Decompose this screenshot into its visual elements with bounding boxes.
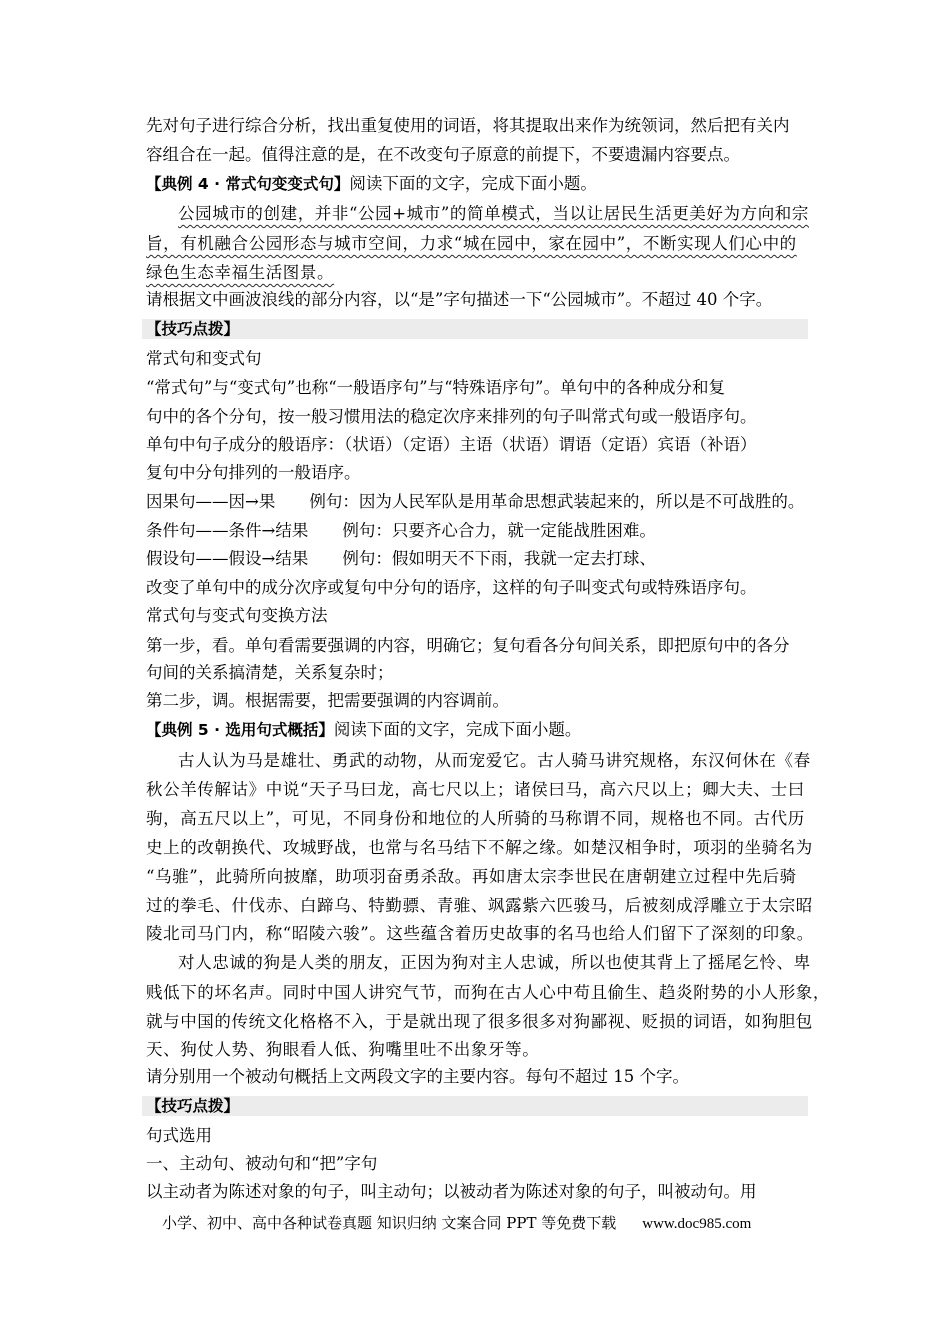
sentence-type: 假设句——假设→结果 xyxy=(146,549,309,568)
footer-text: 小学、初中、高中各种试卷真题 知识归纳 文案合同 PPT 等免费下载 xyxy=(162,1214,617,1232)
sentence-example: 例句：假如明天不下雨，我就一定去打球、 xyxy=(342,549,656,568)
example-4-heading: 【典例 4 · 常式句变变式句】 xyxy=(146,175,350,193)
sentence-type: 条件句——条件→结果 xyxy=(146,521,309,540)
passage-line: “乌骓”，此骑所向披靡，助项羽奋勇杀敌。再如唐太宗李世民在唐朝建立过程中先后骑 xyxy=(146,867,797,886)
example-5-intro: 阅读下面的文字，完成下面小题。 xyxy=(333,720,582,739)
example-5-heading-line xyxy=(146,720,810,740)
paragraph-line: 第一步，看。单句看需要强调的内容，明确它；复句看各分句间关系，即把原句中的各分 xyxy=(146,636,790,655)
section-title: 一、主动句、被动句和“把”字句 xyxy=(146,1154,378,1173)
passage-line: 就与中国的传统文化格格不入，于是就出现了很多很多对狗鄙视、贬损的词语，如狗胆包 xyxy=(146,1012,813,1031)
example-4-heading-line xyxy=(146,174,810,194)
paragraph-line: 以主动者为陈述对象的句子，叫主动句；以被动者为陈述对象的句子，叫被动句。用 xyxy=(146,1182,757,1201)
tip-heading: 【技巧点拨】 xyxy=(146,320,240,338)
passage-line: 陵北司马门内，称“昭陵六骏”。这些蕴含着历史故事的名马也给人们留下了深刻的印象。 xyxy=(146,924,814,943)
tip-heading-bar xyxy=(142,1096,808,1116)
paragraph-line: 句间的关系搞清楚，关系复杂时； xyxy=(146,663,394,682)
passage-line: 贱低下的坏名声。同时中国人讲究气节，而狗在古人心中苟且偷生、趋炎附势的小人形象， xyxy=(146,983,830,1002)
sentence-example: 例句：只要齐心合力，就一定能战胜困难。 xyxy=(342,521,656,540)
paragraph-line: 句中的各个分句，按一般习惯用法的稳定次序来排列的句子叫常式句或一般语序句。 xyxy=(146,407,757,426)
page-footer xyxy=(162,1212,751,1235)
passage-line: 天、狗仗人势、狗眼看人低、狗嘴里吐不出象牙等。 xyxy=(146,1040,540,1059)
paragraph-line: 容组合在一起。值得注意的是，在不改变句子原意的前提下，不要遗漏内容要点。 xyxy=(146,145,740,164)
tip-heading-bar xyxy=(142,319,808,339)
paragraph-line: 先对句子进行综合分析，找出重复使用的词语，将其提取出来作为统领词，然后把有关内 xyxy=(146,116,790,135)
example-4-question: 请根据文中画波浪线的部分内容，以“是”字句描述一下“公园城市”。不超过 40 个字。 xyxy=(146,290,773,309)
sentence-type-row xyxy=(146,549,810,569)
example-5-heading: 【典例 5 · 选用句式概括】 xyxy=(146,721,334,739)
sentence-type-row xyxy=(146,521,810,541)
passage-line: 古人认为马是雄壮、勇武的动物，从而宠爱它。古人骑马讲究规格，东汉何休在《春 xyxy=(178,751,811,770)
tip-heading: 【技巧点拨】 xyxy=(146,1097,240,1115)
wavy-underlined-passage-line: 公园城市的创建，并非“公园+城市”的简单模式，当以让居民生活更美好为方向和宗 xyxy=(178,204,809,223)
sentence-example: 例句：因为人民军队是用革命思想武装起来的，所以是不可战胜的。 xyxy=(309,492,805,511)
example-4-intro: 阅读下面的文字，完成下面小题。 xyxy=(349,174,597,193)
paragraph-line: 第二步，调。根据需要，把需要强调的内容调前。 xyxy=(146,691,509,710)
wavy-underlined-passage-line: 绿色生态幸福生活图景。 xyxy=(146,263,335,282)
paragraph-line: 单句中句子成分的般语序：（状语）（定语）主语（状语）谓语（定语）宾语（补语） xyxy=(146,435,757,454)
footer-url[interactable]: www.doc985.com xyxy=(642,1216,752,1232)
paragraph-line: 复句中分句排列的一般语序。 xyxy=(146,463,361,482)
passage-line: 过的拳毛、什伐赤、白蹄乌、特勤骠、青骓、飒露紫六匹骏马，后被刻成浮雕立于太宗昭 xyxy=(146,896,813,915)
section-title: 句式选用 xyxy=(146,1126,212,1145)
passage-line: 对人忠诚的狗是人类的朋友，正因为狗对主人忠诚，所以也使其背上了摇尾乞怜、卑 xyxy=(178,953,811,972)
sentence-type-row xyxy=(146,492,810,512)
wavy-underlined-passage-line: 旨，有机融合公园形态与城市空间，力求“城在园中，家在园中”，不断实现人们心中的 xyxy=(146,234,797,253)
paragraph-line: “常式句”与“变式句”也称“一般语序句”与“特殊语序句”。单句中的各种成分和复 xyxy=(146,378,725,397)
section-title: 常式句和变式句 xyxy=(146,349,262,368)
paragraph-line: 改变了单句中的成分次序或复句中分句的语序，这样的句子叫变式句或特殊语序句。 xyxy=(146,578,757,597)
passage-line: 驹，高五尺以上”，可见，不同身份和地位的人所骑的马称谓不同，规格也不同。古代历 xyxy=(146,809,805,828)
passage-line: 史上的改朝换代、攻城野战，也常与名马结下不解之缘。如楚汉相争时，项羽的坐骑名为 xyxy=(146,838,813,857)
example-5-question: 请分别用一个被动句概括上文两段文字的主要内容。每句不超过 15 个字。 xyxy=(146,1067,689,1086)
passage-line: 秋公羊传解诂》中说“天子马曰龙，高七尺以上；诸侯曰马，高六尺以上；卿大夫、士曰 xyxy=(146,780,805,799)
section-title: 常式句与变式句变换方法 xyxy=(146,606,328,625)
sentence-type: 因果句——因→果 xyxy=(146,492,276,511)
